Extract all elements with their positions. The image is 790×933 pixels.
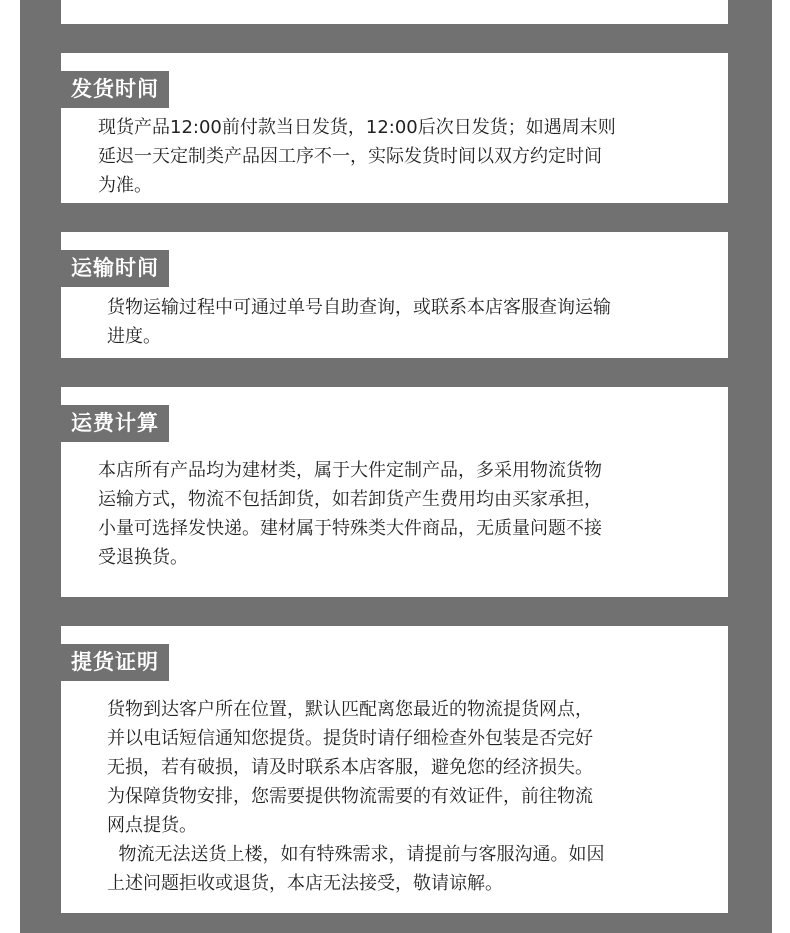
pickup-proof-title: 提货证明 xyxy=(61,644,169,681)
transit-time-text: 货物运输过程中可通过单号自助查询，或联系本店客服查询运输 进度。 xyxy=(107,297,611,347)
previous-card-fragment xyxy=(61,0,728,24)
transit-time-card xyxy=(61,232,728,358)
freight-calc-title: 运费计算 xyxy=(61,405,169,442)
shipping-time-text: 现货产品12:00前付款当日发货，12:00后次日发货；如遇周末则 延迟一天定制类产品因工序不一，实际发货时间以双方约定时间 为准。 xyxy=(98,117,616,196)
shipping-time-card xyxy=(61,53,728,203)
freight-calc-text: 本店所有产品均为建材类，属于大件定制产品，多采用物流货物 运输方式，物流不包括卸货，如若卸货产生费用均由买家承担， 小量可选择发快递。建材属于特殊类大件商品，无质量问题不接 受退换货。 xyxy=(98,460,602,568)
shipping-time-title: 发货时间 xyxy=(61,71,169,108)
pickup-proof-text: 货物到达客户所在位置，默认匹配离您最近的物流提货网点， 并以电话短信通知您提货。提货时请仔细检查外包装是否完好 无损，若有破损，请及时联系本店客服，避免您的经济损失。 为保障货物安排，您需要提供物流需要的有效证件，前往物流 网点提货。 物流无法送货上楼，如有特殊需求，请提前与客服沟通。如因 上述问题拒收或退货，本店无法接受，敬请谅解。 xyxy=(107,699,605,894)
freight-calc-card xyxy=(61,387,728,597)
pickup-proof-card xyxy=(61,626,728,913)
transit-time-title: 运输时间 xyxy=(61,250,169,287)
